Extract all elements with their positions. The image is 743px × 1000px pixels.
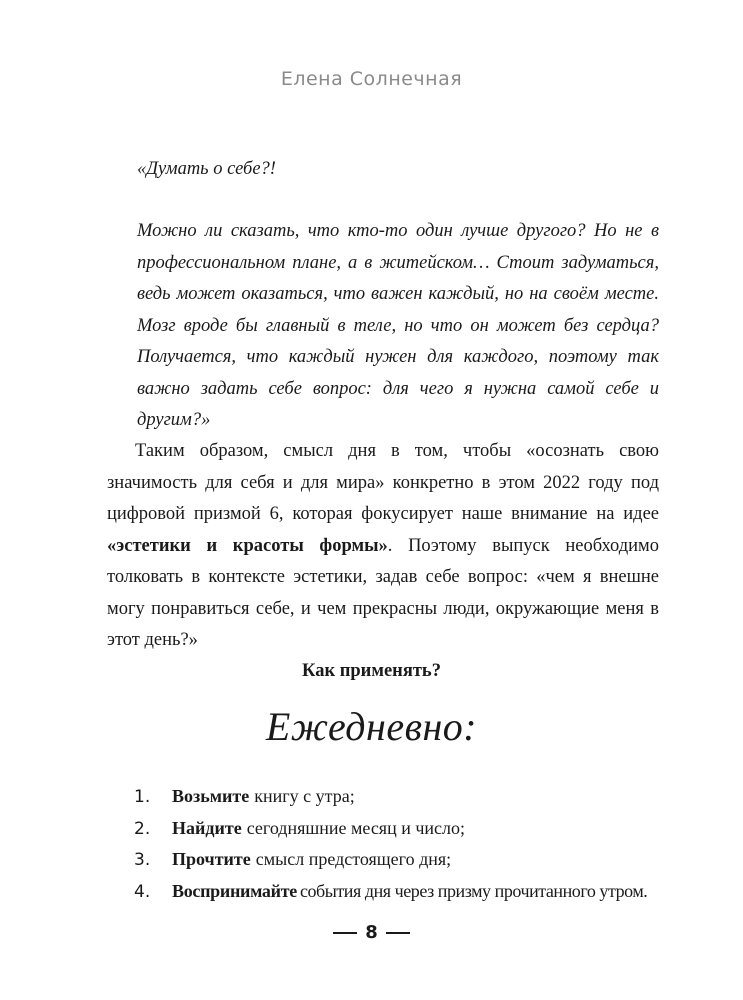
subheading: Как применять? <box>302 661 441 681</box>
paragraph-text-1: Таким образом, смысл дня в том, чтобы «осознать свою значимость для себя и для мира» конкретно в этом 2022 году под цифровой призмой 6, которая фокусирует наше внимание на идее <box>107 441 659 524</box>
step-verb: Найдите <box>172 817 242 838</box>
step-verb: Возьмите <box>172 786 250 806</box>
list-item <box>134 818 664 850</box>
step-text: книгу с утра; <box>254 786 355 806</box>
step-number: 2. <box>134 818 151 839</box>
step-number: 4. <box>134 881 151 902</box>
quote-body: Можно ли сказать, что кто-то один лучше другого? Но не в профессиональном плане, а в житейском… Стоит задуматься, ведь может оказаться, что важен каждый, но на своём месте. Мозг вроде бы главный в теле, но что он может без сердца? Получается, что каждый нужен для каждого, поэтому так важно задать себе вопрос: для чего я нужна самой себе и другим?» <box>137 221 659 430</box>
steps-list <box>134 786 664 912</box>
list-item <box>134 786 664 818</box>
step-text: смысл предстоящего дня; <box>255 849 452 869</box>
step-verb: Прочтите <box>172 849 251 869</box>
step-number: 3. <box>134 850 151 870</box>
list-item <box>134 881 664 913</box>
step-text: сегодняшние месяц и число; <box>246 817 466 838</box>
page-number-footer <box>0 922 743 943</box>
step-text: события дня через призму прочитанного утром. <box>299 880 648 901</box>
list-item <box>134 849 664 881</box>
section-title: Ежедневно: <box>265 704 478 749</box>
running-head: Елена Солнечная <box>280 68 463 90</box>
quote-title: «Думать о себе?! <box>137 159 276 179</box>
page-number: 8 <box>365 922 378 943</box>
paragraph-emphasis: «эстетики и красоты формы» <box>107 535 388 556</box>
folio-dash-right <box>386 932 410 934</box>
paragraph-text-2: . Поэтому выпуск необходимо толковать в контексте эстетики, задав себе вопрос: «чем я внешне могу понравиться себе, и чем прекрасны люди, окружающие меня в этот день?» <box>107 535 659 650</box>
step-verb: Воспринимайте <box>172 880 297 901</box>
folio-dash-left <box>333 932 357 934</box>
body-paragraph <box>107 436 659 657</box>
step-number: 1. <box>134 787 151 807</box>
